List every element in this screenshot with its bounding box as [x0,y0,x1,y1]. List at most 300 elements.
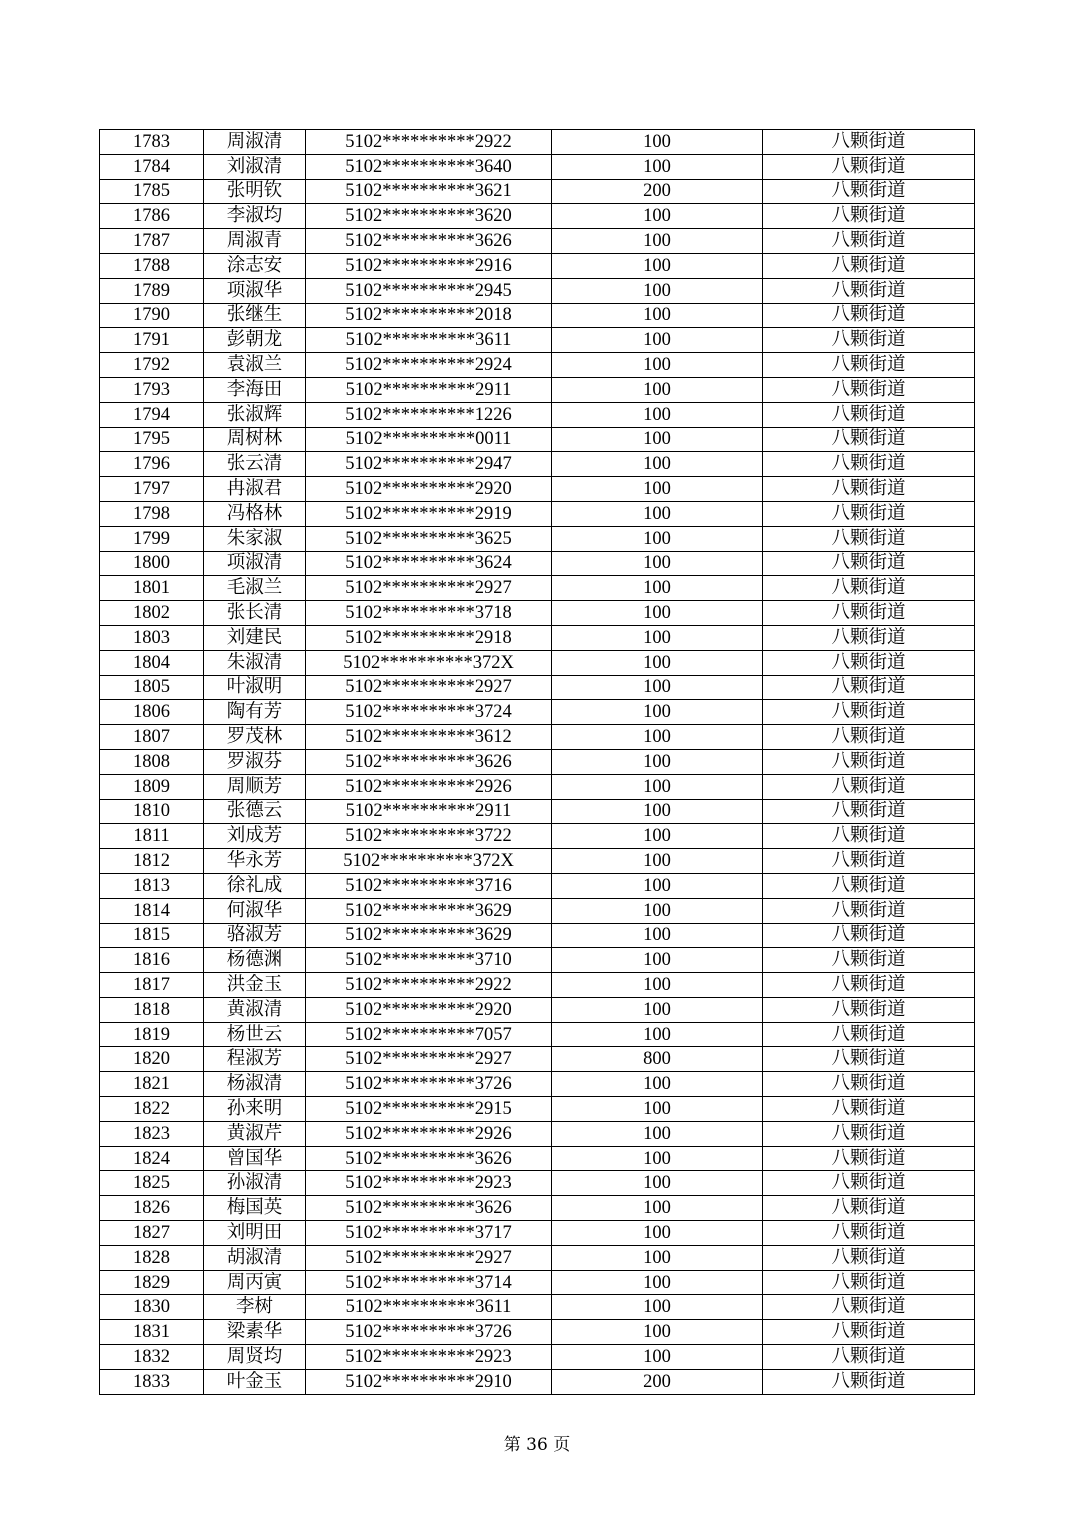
street-cell: 八颗街道 [763,675,975,700]
id-number-cell: 5102**********3722 [306,824,552,849]
name-cell: 黄淑芹 [204,1121,306,1146]
serial-cell: 1825 [100,1171,204,1196]
serial-cell: 1809 [100,774,204,799]
serial-cell: 1789 [100,278,204,303]
name-cell: 刘淑清 [204,154,306,179]
serial-cell: 1795 [100,427,204,452]
serial-cell: 1818 [100,997,204,1022]
serial-cell: 1801 [100,576,204,601]
amount-cell: 100 [552,154,763,179]
table-row [100,353,975,378]
data-table [99,129,975,1395]
name-cell: 朱淑清 [204,650,306,675]
name-cell: 李树 [204,1295,306,1320]
serial-cell: 1823 [100,1121,204,1146]
street-cell: 八颗街道 [763,997,975,1022]
table-row [100,650,975,675]
amount-cell: 100 [552,526,763,551]
id-number-cell: 5102**********3726 [306,1072,552,1097]
id-number-cell: 5102**********3612 [306,725,552,750]
name-cell: 杨世云 [204,1022,306,1047]
street-cell: 八颗街道 [763,402,975,427]
table-row [100,1320,975,1345]
amount-cell: 100 [552,477,763,502]
street-cell: 八颗街道 [763,353,975,378]
serial-cell: 1794 [100,402,204,427]
table-row [100,1295,975,1320]
name-cell: 孙来明 [204,1097,306,1122]
id-number-cell: 5102**********2923 [306,1171,552,1196]
id-number-cell: 5102**********3624 [306,551,552,576]
amount-cell: 100 [552,1097,763,1122]
amount-cell: 100 [552,749,763,774]
table-row [100,1022,975,1047]
amount-cell: 100 [552,1320,763,1345]
table-row [100,873,975,898]
serial-cell: 1797 [100,477,204,502]
street-cell: 八颗街道 [763,1022,975,1047]
name-cell: 彭朝龙 [204,328,306,353]
table-row [100,526,975,551]
amount-cell: 100 [552,824,763,849]
table-row [100,824,975,849]
street-cell: 八颗街道 [763,179,975,204]
name-cell: 周贤均 [204,1345,306,1370]
id-number-cell: 5102**********2923 [306,1345,552,1370]
street-cell: 八颗街道 [763,526,975,551]
table-row [100,278,975,303]
street-cell: 八颗街道 [763,204,975,229]
street-cell: 八颗街道 [763,452,975,477]
amount-cell: 100 [552,303,763,328]
amount-cell: 100 [552,353,763,378]
table-row [100,154,975,179]
id-number-cell: 5102**********2924 [306,353,552,378]
amount-cell: 100 [552,625,763,650]
name-cell: 罗茂林 [204,725,306,750]
serial-cell: 1799 [100,526,204,551]
amount-cell: 100 [552,377,763,402]
table-body [100,130,975,1395]
id-number-cell: 5102**********2911 [306,799,552,824]
amount-cell: 100 [552,725,763,750]
table-row [100,303,975,328]
street-cell: 八颗街道 [763,1171,975,1196]
amount-cell: 100 [552,1171,763,1196]
id-number-cell: 5102**********3611 [306,1295,552,1320]
street-cell: 八颗街道 [763,1047,975,1072]
street-cell: 八颗街道 [763,774,975,799]
serial-cell: 1815 [100,923,204,948]
serial-cell: 1828 [100,1245,204,1270]
serial-cell: 1784 [100,154,204,179]
table-row [100,1369,975,1394]
table-row [100,601,975,626]
name-cell: 叶金玉 [204,1369,306,1394]
street-cell: 八颗街道 [763,551,975,576]
serial-cell: 1830 [100,1295,204,1320]
id-number-cell: 5102**********7057 [306,1022,552,1047]
table-row [100,229,975,254]
serial-cell: 1829 [100,1270,204,1295]
serial-cell: 1805 [100,675,204,700]
name-cell: 刘成芳 [204,824,306,849]
name-cell: 张德云 [204,799,306,824]
table-row [100,849,975,874]
id-number-cell: 5102**********2927 [306,675,552,700]
table-row [100,675,975,700]
table-row [100,427,975,452]
table-row [100,725,975,750]
name-cell: 冯格林 [204,501,306,526]
table-row [100,402,975,427]
name-cell: 洪金玉 [204,973,306,998]
serial-cell: 1798 [100,501,204,526]
street-cell: 八颗街道 [763,898,975,923]
name-cell: 李淑均 [204,204,306,229]
name-cell: 刘建民 [204,625,306,650]
amount-cell: 100 [552,923,763,948]
amount-cell: 100 [552,452,763,477]
table-row [100,799,975,824]
street-cell: 八颗街道 [763,948,975,973]
serial-cell: 1807 [100,725,204,750]
name-cell: 梁素华 [204,1320,306,1345]
street-cell: 八颗街道 [763,576,975,601]
street-cell: 八颗街道 [763,1196,975,1221]
street-cell: 八颗街道 [763,377,975,402]
amount-cell: 100 [552,204,763,229]
street-cell: 八颗街道 [763,1270,975,1295]
street-cell: 八颗街道 [763,1345,975,1370]
amount-cell: 100 [552,898,763,923]
id-number-cell: 5102**********2018 [306,303,552,328]
id-number-cell: 5102**********2926 [306,774,552,799]
serial-cell: 1796 [100,452,204,477]
id-number-cell: 5102**********2919 [306,501,552,526]
table-row [100,477,975,502]
id-number-cell: 5102**********3611 [306,328,552,353]
amount-cell: 100 [552,1072,763,1097]
amount-cell: 100 [552,402,763,427]
name-cell: 项淑清 [204,551,306,576]
name-cell: 梅国英 [204,1196,306,1221]
serial-cell: 1814 [100,898,204,923]
name-cell: 胡淑清 [204,1245,306,1270]
id-number-cell: 5102**********3714 [306,1270,552,1295]
table-row [100,625,975,650]
serial-cell: 1832 [100,1345,204,1370]
id-number-cell: 5102**********1226 [306,402,552,427]
table-row [100,1345,975,1370]
name-cell: 黄淑清 [204,997,306,1022]
id-number-cell: 5102**********2922 [306,973,552,998]
serial-cell: 1816 [100,948,204,973]
amount-cell: 100 [552,700,763,725]
table-row [100,774,975,799]
amount-cell: 100 [552,849,763,874]
street-cell: 八颗街道 [763,973,975,998]
serial-cell: 1833 [100,1369,204,1394]
serial-cell: 1813 [100,873,204,898]
name-cell: 周树林 [204,427,306,452]
id-number-cell: 5102**********2922 [306,130,552,155]
table-row [100,1146,975,1171]
serial-cell: 1824 [100,1146,204,1171]
serial-cell: 1820 [100,1047,204,1072]
name-cell: 张淑辉 [204,402,306,427]
id-number-cell: 5102**********2911 [306,377,552,402]
name-cell: 程淑芳 [204,1047,306,1072]
name-cell: 罗淑芬 [204,749,306,774]
table-row [100,1121,975,1146]
serial-cell: 1806 [100,700,204,725]
table-row [100,377,975,402]
id-number-cell: 5102**********3626 [306,749,552,774]
id-number-cell: 5102**********2945 [306,278,552,303]
street-cell: 八颗街道 [763,1245,975,1270]
id-number-cell: 5102**********3717 [306,1221,552,1246]
serial-cell: 1827 [100,1221,204,1246]
street-cell: 八颗街道 [763,427,975,452]
id-number-cell: 5102**********3626 [306,229,552,254]
name-cell: 骆淑芳 [204,923,306,948]
amount-cell: 100 [552,873,763,898]
id-number-cell: 5102**********3640 [306,154,552,179]
id-number-cell: 5102**********3724 [306,700,552,725]
amount-cell: 100 [552,1221,763,1246]
id-number-cell: 5102**********3629 [306,898,552,923]
id-number-cell: 5102**********2918 [306,625,552,650]
name-cell: 何淑华 [204,898,306,923]
serial-cell: 1817 [100,973,204,998]
serial-cell: 1790 [100,303,204,328]
street-cell: 八颗街道 [763,501,975,526]
street-cell: 八颗街道 [763,130,975,155]
amount-cell: 100 [552,774,763,799]
amount-cell: 100 [552,427,763,452]
name-cell: 李海田 [204,377,306,402]
amount-cell: 100 [552,1295,763,1320]
serial-cell: 1787 [100,229,204,254]
street-cell: 八颗街道 [763,328,975,353]
name-cell: 曾国华 [204,1146,306,1171]
amount-cell: 100 [552,1245,763,1270]
name-cell: 张明钦 [204,179,306,204]
table-row [100,1047,975,1072]
name-cell: 冉淑君 [204,477,306,502]
id-number-cell: 5102**********3626 [306,1146,552,1171]
street-cell: 八颗街道 [763,1072,975,1097]
name-cell: 周丙寅 [204,1270,306,1295]
street-cell: 八颗街道 [763,1369,975,1394]
id-number-cell: 5102**********2915 [306,1097,552,1122]
amount-cell: 100 [552,576,763,601]
amount-cell: 100 [552,1121,763,1146]
table-row [100,1072,975,1097]
table-row [100,898,975,923]
amount-cell: 100 [552,501,763,526]
amount-cell: 100 [552,1345,763,1370]
table-row [100,923,975,948]
amount-cell: 100 [552,328,763,353]
serial-cell: 1819 [100,1022,204,1047]
serial-cell: 1791 [100,328,204,353]
street-cell: 八颗街道 [763,601,975,626]
table-row [100,452,975,477]
table-row [100,501,975,526]
id-number-cell: 5102**********372X [306,849,552,874]
name-cell: 朱家淑 [204,526,306,551]
street-cell: 八颗街道 [763,725,975,750]
id-number-cell: 5102**********372X [306,650,552,675]
name-cell: 袁淑兰 [204,353,306,378]
page-number: 第 36 页 [503,1435,571,1455]
street-cell: 八颗街道 [763,253,975,278]
table-row [100,1221,975,1246]
street-cell: 八颗街道 [763,650,975,675]
street-cell: 八颗街道 [763,278,975,303]
name-cell: 周淑青 [204,229,306,254]
name-cell: 陶有芳 [204,700,306,725]
amount-cell: 800 [552,1047,763,1072]
street-cell: 八颗街道 [763,1221,975,1246]
id-number-cell: 5102**********3710 [306,948,552,973]
street-cell: 八颗街道 [763,1146,975,1171]
amount-cell: 100 [552,551,763,576]
name-cell: 周顺芳 [204,774,306,799]
name-cell: 张继生 [204,303,306,328]
table-row [100,1171,975,1196]
amount-cell: 200 [552,179,763,204]
street-cell: 八颗街道 [763,799,975,824]
serial-cell: 1783 [100,130,204,155]
name-cell: 孙淑清 [204,1171,306,1196]
table-row [100,551,975,576]
id-number-cell: 5102**********3726 [306,1320,552,1345]
serial-cell: 1785 [100,179,204,204]
id-number-cell: 5102**********3625 [306,526,552,551]
name-cell: 毛淑兰 [204,576,306,601]
table-row [100,179,975,204]
table-row [100,997,975,1022]
amount-cell: 100 [552,601,763,626]
id-number-cell: 5102**********2927 [306,1245,552,1270]
street-cell: 八颗街道 [763,1295,975,1320]
amount-cell: 100 [552,973,763,998]
id-number-cell: 5102**********2920 [306,997,552,1022]
name-cell: 项淑华 [204,278,306,303]
serial-cell: 1788 [100,253,204,278]
table-row [100,973,975,998]
street-cell: 八颗街道 [763,1097,975,1122]
amount-cell: 100 [552,1022,763,1047]
serial-cell: 1793 [100,377,204,402]
id-number-cell: 5102**********3629 [306,923,552,948]
table-row [100,1196,975,1221]
name-cell: 张云清 [204,452,306,477]
amount-cell: 100 [552,997,763,1022]
street-cell: 八颗街道 [763,477,975,502]
serial-cell: 1822 [100,1097,204,1122]
street-cell: 八颗街道 [763,923,975,948]
id-number-cell: 5102**********2920 [306,477,552,502]
id-number-cell: 5102**********2916 [306,253,552,278]
street-cell: 八颗街道 [763,1320,975,1345]
serial-cell: 1821 [100,1072,204,1097]
table-row [100,700,975,725]
name-cell: 华永芳 [204,849,306,874]
id-number-cell: 5102**********2910 [306,1369,552,1394]
amount-cell: 200 [552,1369,763,1394]
name-cell: 刘明田 [204,1221,306,1246]
serial-cell: 1800 [100,551,204,576]
street-cell: 八颗街道 [763,1121,975,1146]
serial-cell: 1831 [100,1320,204,1345]
street-cell: 八颗街道 [763,154,975,179]
name-cell: 杨淑清 [204,1072,306,1097]
table-row [100,1270,975,1295]
serial-cell: 1802 [100,601,204,626]
table-row [100,1097,975,1122]
table-row [100,204,975,229]
id-number-cell: 5102**********3718 [306,601,552,626]
table-row [100,328,975,353]
id-number-cell: 5102**********0011 [306,427,552,452]
id-number-cell: 5102**********2927 [306,576,552,601]
amount-cell: 100 [552,675,763,700]
table-row [100,749,975,774]
amount-cell: 100 [552,1270,763,1295]
amount-cell: 100 [552,650,763,675]
id-number-cell: 5102**********3621 [306,179,552,204]
name-cell: 涂志安 [204,253,306,278]
serial-cell: 1792 [100,353,204,378]
id-number-cell: 5102**********3716 [306,873,552,898]
street-cell: 八颗街道 [763,229,975,254]
serial-cell: 1804 [100,650,204,675]
amount-cell: 100 [552,253,763,278]
street-cell: 八颗街道 [763,824,975,849]
street-cell: 八颗街道 [763,700,975,725]
street-cell: 八颗街道 [763,749,975,774]
street-cell: 八颗街道 [763,303,975,328]
table-row [100,576,975,601]
id-number-cell: 5102**********2927 [306,1047,552,1072]
table-row [100,130,975,155]
name-cell: 杨德渊 [204,948,306,973]
name-cell: 周淑清 [204,130,306,155]
serial-cell: 1811 [100,824,204,849]
serial-cell: 1803 [100,625,204,650]
amount-cell: 100 [552,1196,763,1221]
id-number-cell: 5102**********3626 [306,1196,552,1221]
amount-cell: 100 [552,130,763,155]
table-row [100,1245,975,1270]
serial-cell: 1810 [100,799,204,824]
table-row [100,948,975,973]
amount-cell: 100 [552,229,763,254]
id-number-cell: 5102**********2947 [306,452,552,477]
serial-cell: 1826 [100,1196,204,1221]
street-cell: 八颗街道 [763,625,975,650]
id-number-cell: 5102**********3620 [306,204,552,229]
serial-cell: 1808 [100,749,204,774]
street-cell: 八颗街道 [763,873,975,898]
name-cell: 叶淑明 [204,675,306,700]
street-cell: 八颗街道 [763,849,975,874]
name-cell: 张长清 [204,601,306,626]
